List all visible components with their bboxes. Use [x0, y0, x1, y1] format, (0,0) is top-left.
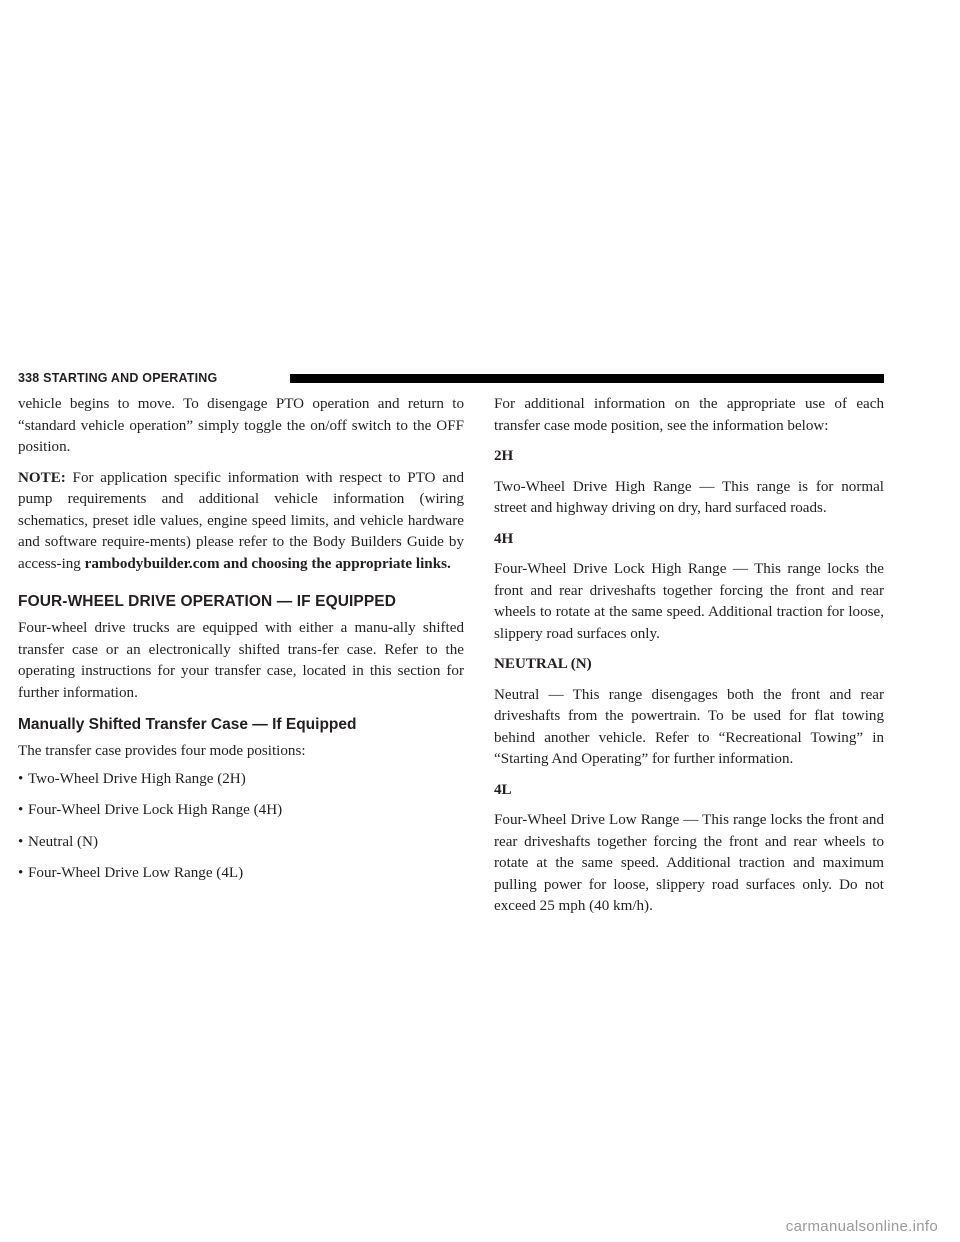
mode-label-4h: 4H	[494, 530, 514, 547]
header-rule-bar	[290, 374, 884, 383]
list-item-text: Four-Wheel Drive Low Range (4L)	[28, 865, 244, 881]
list-item	[18, 800, 464, 822]
list-item-text: Two-Wheel Drive High Range (2H)	[28, 770, 246, 787]
page-header-label	[18, 371, 217, 385]
note-label: NOTE:	[18, 469, 66, 486]
left-column	[18, 394, 464, 895]
note-bold-text: rambodybuilder.com and choosing the appropriate links.	[84, 555, 451, 572]
subsection-heading-manual-transfer-case: Manually Shifted Transfer Case — If Equipped	[18, 716, 357, 733]
bullet-icon: •	[18, 833, 24, 850]
mode-description-4h: Four-Wheel Drive Lock High Range — This range locks the front and rear driveshafts together forcing the front and rear wheels to rotate at the same speed. Additional traction for loose, slippery road surfaces only.	[494, 561, 884, 642]
note-text: For application specific information with respect to PTO and pump requirements and additional vehicle information (wiring schematics, preset idle values, engine speed limits, and vehicle hardware and software require-ments) please refer to the Body Builders Guide by access-ing	[18, 469, 464, 572]
mode-label-4l: 4L	[494, 781, 512, 798]
mode-info-intro: For additional information on the appropriate use of each transfer case mode position, see the information below:	[494, 396, 884, 434]
page-header	[18, 371, 884, 385]
mode-description-2h: Two-Wheel Drive High Range — This range is for normal street and highway driving on dry, hard surfaced roads.	[494, 478, 884, 516]
mode-description-neutral: Neutral — This range disengages both the front and rear driveshafts from the powertrain. To be used for flat towing behind another vehicle. Refer to “Recreational Towing” in “Starting And Operating” for further information.	[494, 686, 884, 767]
section-heading-4wd: FOUR-WHEEL DRIVE OPERATION — IF EQUIPPED	[18, 593, 397, 610]
page-number: 338	[18, 371, 40, 385]
mode-list	[18, 769, 464, 885]
mode-intro-paragraph: The transfer case provides four mode positions:	[18, 743, 306, 759]
list-item-text: Four-Wheel Drive Lock High Range (4H)	[28, 802, 283, 818]
bullet-icon: •	[18, 865, 24, 881]
list-item	[18, 769, 464, 791]
bullet-icon: •	[18, 802, 24, 818]
right-column	[494, 394, 884, 927]
mode-description-4l: Four-Wheel Drive Low Range — This range locks the front and rear driveshafts together forcing the front and rear wheels to rotate at the same speed. Additional traction and maximum pulling power for loose, slippery road surfaces only. Do not exceed 25 mph (40 km/h).	[494, 812, 884, 914]
four-wheel-drive-paragraph: Four-wheel drive trucks are equipped with either a manu-ally shifted transfer case or an electronically shifted trans-fer case. Refer to the operating instructions for your transfer case, located in this section for further information.	[18, 620, 464, 701]
section-title: STARTING AND OPERATING	[43, 371, 218, 385]
mode-label-neutral: NEUTRAL (N)	[494, 656, 592, 672]
bullet-icon: •	[18, 770, 24, 787]
watermark-text: carmanualsonline.info	[785, 1218, 938, 1235]
note-paragraph	[18, 468, 464, 576]
list-item-text: Neutral (N)	[28, 833, 98, 850]
list-item	[18, 832, 464, 854]
list-item	[18, 863, 464, 885]
continuation-paragraph: vehicle begins to move. To disengage PTO operation and return to “standard vehicle operation” simply toggle the on/off switch to the OFF position.	[18, 396, 464, 455]
mode-label-2h: 2H	[494, 448, 514, 464]
